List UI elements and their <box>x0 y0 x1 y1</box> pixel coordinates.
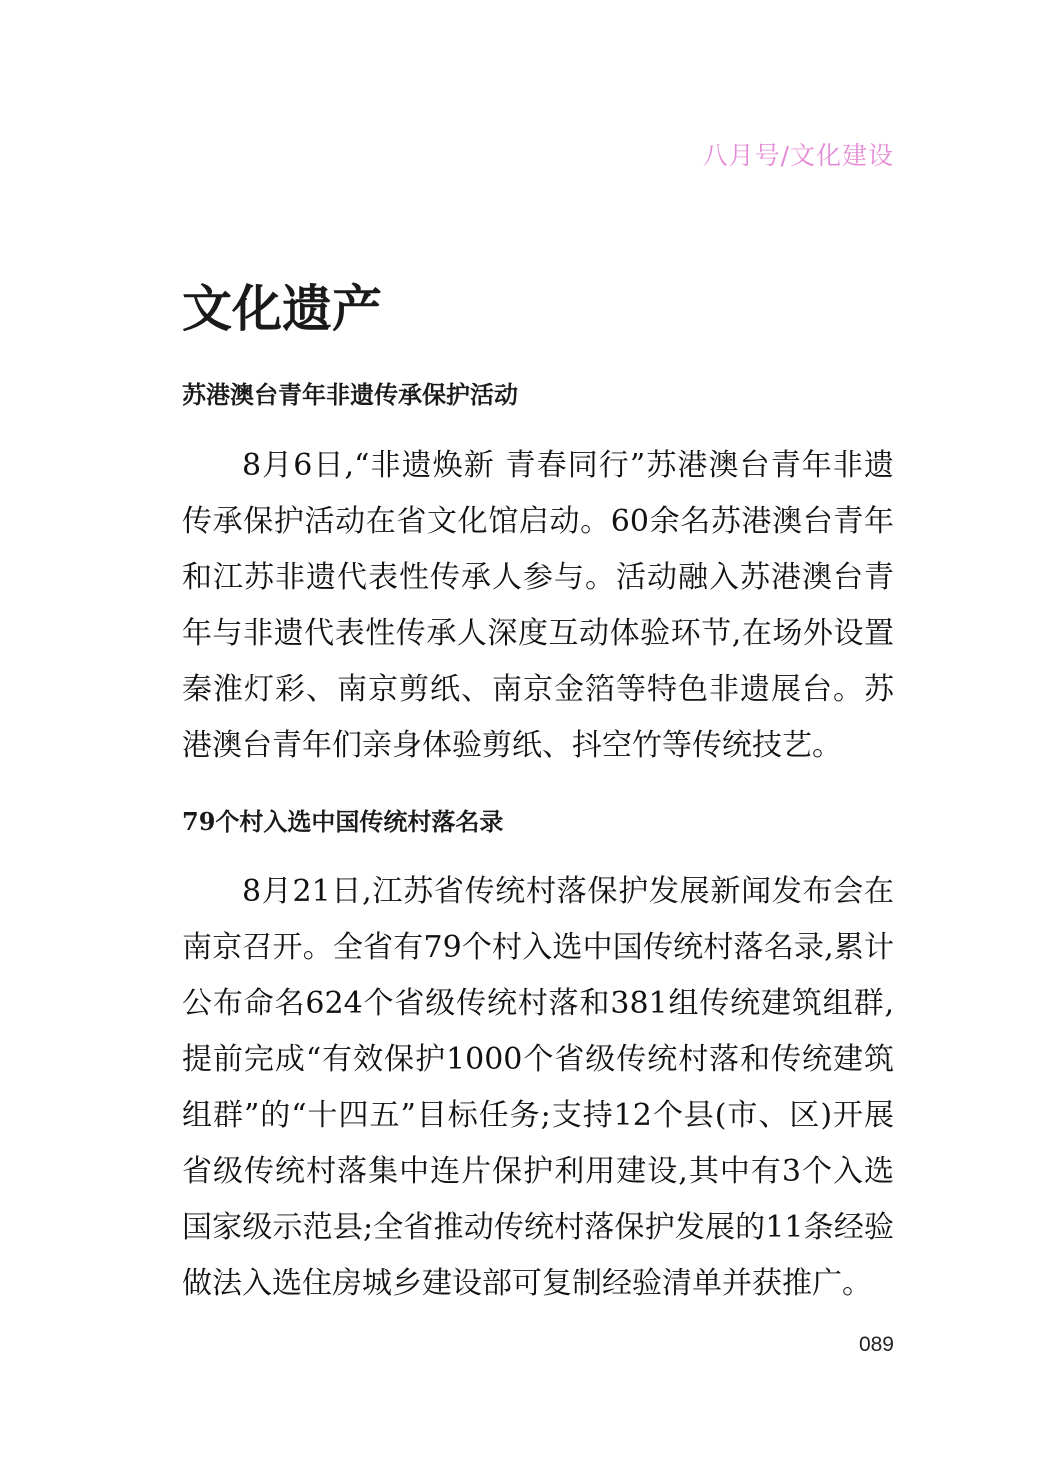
section-body-traditional-villages: 8月21日,江苏省传统村落保护发展新闻发布会在南京召开。全省有79个村入选中国传统村落名录,累计公布命名624个省级传统村落和381组传统建筑组群,提前完成“有效保护1000个省级传统村落和传统建筑组群”的“十四五”目标任务;支持12个县(市、区)开展省级传统村落集中连片保护利用建设,其中有3个入选国家级示范县;全省推动传统村落保护发展的11条经验做法入选住房城乡建设部可复制经验清单并获推广。 <box>182 874 894 1301</box>
section-heading-traditional-villages: 79个村入选中国传统村落名录 <box>182 807 504 836</box>
section-heading-youth-activity: 苏港澳台青年非遗传承保护活动 <box>182 380 518 409</box>
page-number: 089 <box>858 1333 894 1356</box>
section-body-youth-activity: 8月6日,“非遗焕新 青春同行”苏港澳台青年非遗传承保护活动在省文化馆启动。60余名苏港澳台青年和江苏非遗代表性传承人参与。活动融入苏港澳台青年与非遗代表性传承人深度互动体验环节,在场外设置秦淮灯彩、南京剪纸、南京金箔等特色非遗展台。苏港澳台青年们亲身体验剪纸、抖空竹等传统技艺。 <box>182 448 894 763</box>
page-title: 文化遗产 <box>182 280 382 338</box>
running-header: 八月号/文化建设 <box>702 141 894 170</box>
